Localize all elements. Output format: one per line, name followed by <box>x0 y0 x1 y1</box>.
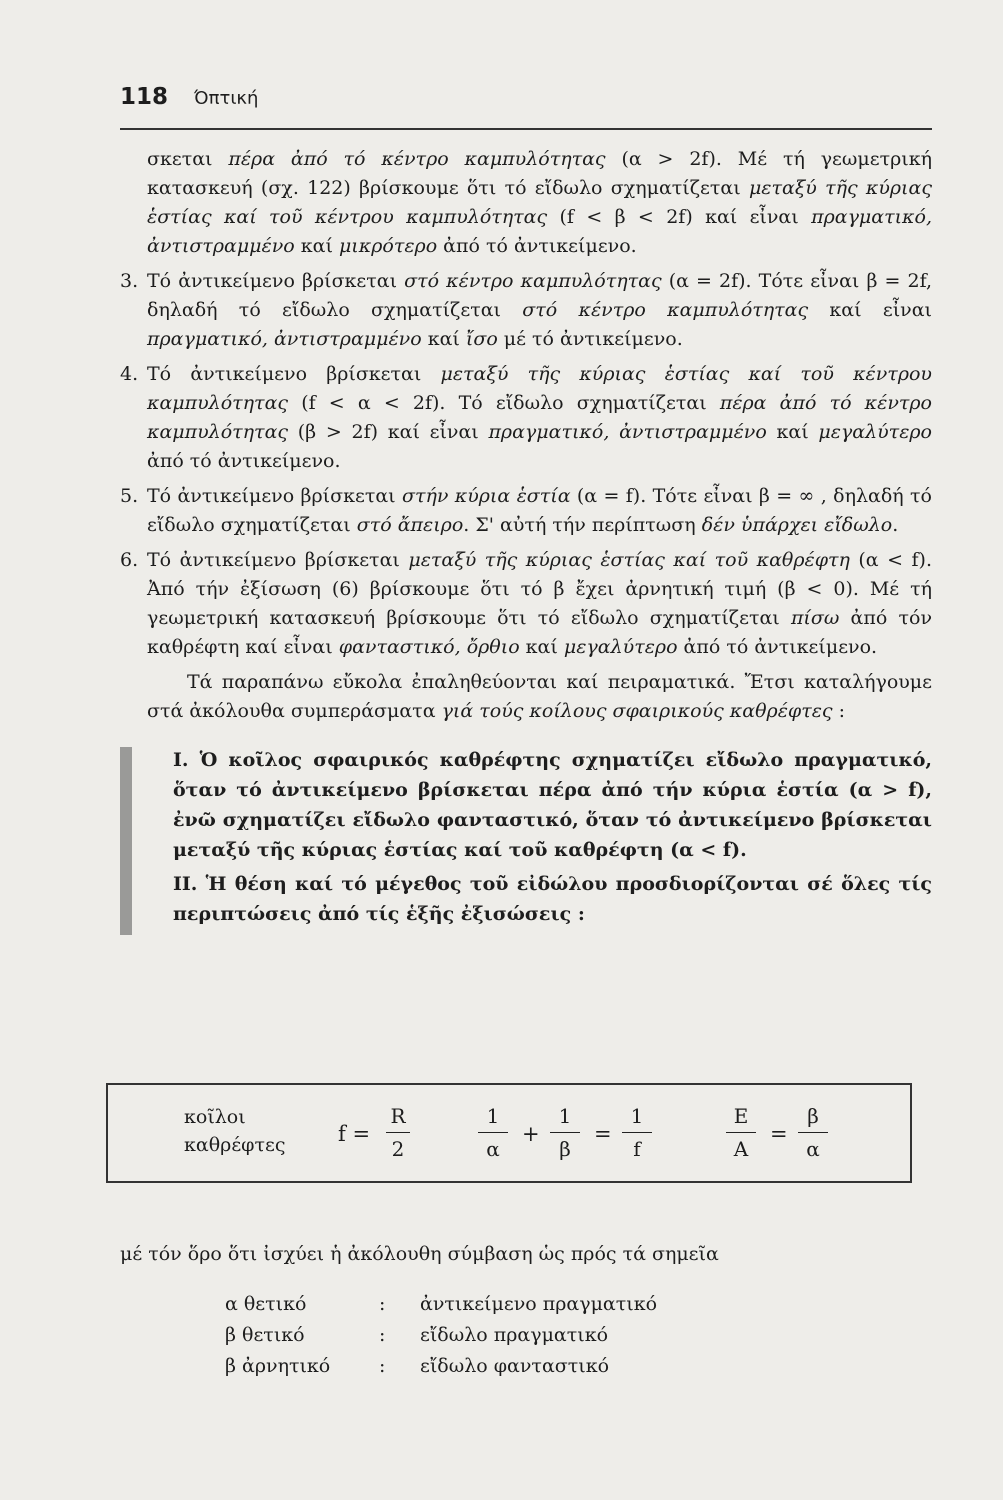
emphasis-text: γιά τούς κοίλους σφαιρικούς καθρέφτες <box>441 700 833 722</box>
running-title: Όπτική <box>194 88 259 109</box>
case-number: 6. <box>120 549 139 571</box>
formula-box <box>106 1083 912 1183</box>
conclusion-number: ΙΙ. <box>173 873 206 895</box>
case-number: 3. <box>120 270 139 292</box>
equation-fraction <box>798 1103 828 1162</box>
body-text: (f < α < 2f). Τό εἴδωλο σχηματίζεται <box>288 392 720 414</box>
conclusion-number: Ι. <box>173 749 200 771</box>
emphasis-text: μικρότερο <box>338 235 438 257</box>
case-item <box>120 482 932 540</box>
case-list <box>120 267 932 662</box>
body-text: καί <box>766 421 819 443</box>
fraction-numerator: 1 <box>630 1104 644 1128</box>
body-text: . <box>892 514 899 536</box>
fraction-numerator: β <box>807 1104 819 1128</box>
emphasis-text: φανταστικό, ὄρθιο <box>338 636 520 658</box>
body-text: (α < f). Ἀπό τήν ἐξίσωση (6) βρίσκουμε ὅτι τό β ἔχει ἀρνητική τιμή (β < 0). Μέ τή γεωμετρική κατασκευή βρίσκουμε ὅτι τό εἴδωλο σχηματίζεται <box>147 549 932 629</box>
emphasis-text: μεταξύ τῆς κύριας ἑστίας καί τοῦ κέντρου καμπυλότητας <box>147 363 932 414</box>
equation-fraction <box>726 1103 756 1162</box>
fraction-denominator: β <box>559 1137 571 1161</box>
emphasis-text: μεταξύ τῆς κύριας ἑστίας καί τοῦ καθρέφτη <box>408 549 850 571</box>
emphasis-text: πίσω <box>790 607 840 629</box>
focal-fraction <box>386 1103 410 1162</box>
emphasis-text: στό ἄπειρο <box>356 514 464 536</box>
intro-paragraph <box>120 145 932 261</box>
formula-label-line1: κοῖλοι <box>184 1106 246 1128</box>
emphasis-text: δέν ὑπάρχει εἴδωλο <box>701 514 893 536</box>
body-text: καί εἶναι <box>808 299 932 321</box>
body-text: ἀπό τό ἀντικείμενο. <box>147 450 341 472</box>
formula-label-line2: καθρέφτες <box>184 1134 286 1156</box>
body-text: : <box>832 700 845 722</box>
conclusions-list <box>173 745 932 929</box>
focal-denominator: 2 <box>391 1137 405 1161</box>
equation-operator: = <box>594 1122 612 1146</box>
emphasis-text: πραγματικό, ἀντιστραμμένο <box>488 421 767 443</box>
convention-meaning: εἴδωλο φανταστικό <box>420 1355 610 1377</box>
summary-paragraph <box>120 668 932 726</box>
convention-symbol: β θετικό <box>225 1324 305 1346</box>
convention-separator: : <box>379 1355 386 1377</box>
highlight-bar <box>120 747 132 935</box>
case-number: 5. <box>120 485 139 507</box>
body-text: καί <box>421 328 466 350</box>
equation-operator: + <box>522 1122 540 1146</box>
body-text: (f < β < 2f) καί εἶναι <box>547 206 812 228</box>
fraction-numerator: Ε <box>733 1104 749 1128</box>
body-text: Τό ἀντικείμενο βρίσκεται <box>147 363 441 385</box>
body-text: (β > 2f) καί εἶναι <box>288 421 489 443</box>
equation-operator: = <box>770 1122 788 1146</box>
emphasis-text: στό κέντρο καμπυλότητας <box>522 299 809 321</box>
emphasis-text: πέρα ἀπό τό κέντρο καμπυλότητας <box>228 148 606 170</box>
case-item <box>120 546 932 662</box>
formula-label <box>184 1103 285 1159</box>
body-text: σκεται <box>147 148 229 170</box>
emphasis-text: πέρα ἀπό τό κέντρο καμπυλότητας <box>147 392 932 443</box>
body-text: Τό ἀντικείμενο βρίσκεται <box>147 485 402 507</box>
body-text: (α > 2f). Μέ τή γεωμετρική κατασκευή (σχ. 122) βρίσκουμε ὅτι τό εἴδωλο σχηματίζεται <box>147 148 932 199</box>
conclusion-item <box>173 745 932 865</box>
fraction-denominator: Α <box>733 1137 749 1161</box>
focal-numerator: R <box>390 1104 406 1128</box>
body-text: Τό ἀντικείμενο βρίσκεται <box>147 549 409 571</box>
body-text: Τό ἀντικείμενο βρίσκεται <box>147 270 405 292</box>
emphasis-text: πραγματικό, ἀντιστραμμένο <box>147 206 932 257</box>
convention-symbol: β ἀρνητικό <box>225 1355 331 1377</box>
convention-meaning: εἴδωλο πραγματικό <box>420 1324 609 1346</box>
emphasis-text: μεταξύ τῆς κύριας ἑστίας καί τοῦ κέντρου καμπυλότητας <box>147 177 932 228</box>
fraction-numerator: 1 <box>558 1104 572 1128</box>
emphasis-text: στό κέντρο καμπυλότητας <box>404 270 662 292</box>
body-text: μέ τό ἀντικείμενο. <box>497 328 683 350</box>
body-text: ἀπό τό ἀντικείμενο. <box>437 235 637 257</box>
body-text: καί <box>519 636 564 658</box>
emphasis-text: μεγαλύτερο <box>818 421 932 443</box>
case-item <box>120 360 932 476</box>
page-number: 118 <box>120 84 169 110</box>
conclusion-text: Ἡ θέση καί τό μέγεθος τοῦ εἰδώλου προσδιορίζονται σέ ὅλες τίς περιπτώσεις ἀπό τίς ἑξῆς ἐξισώσεις : <box>173 873 933 925</box>
convention-meaning: ἀντικείμενο πραγματικό <box>420 1293 658 1315</box>
fraction-denominator: f <box>633 1137 641 1161</box>
conclusions-box <box>120 745 932 929</box>
equation-fraction <box>622 1103 652 1162</box>
equation-fraction <box>478 1103 508 1162</box>
page-header <box>120 84 258 124</box>
header-rule <box>120 128 932 130</box>
page-body <box>120 145 932 933</box>
body-text: ἀπό τό ἀντικείμενο. <box>677 636 878 658</box>
conclusion-text: Ὁ κοῖλος σφαιρικός καθρέφτης σχηματίζει εἴδωλο πραγματικό, ὅταν τό ἀντικείμενο βρίσκεται πέρα ἀπό τήν κύρια ἑστία (α > f), ἐνῶ σχηματίζει εἴδωλο φανταστικό, ὅταν τό ἀντικείμενο βρίσκεται μεταξύ τῆς κύριας ἑστίας καί τοῦ καθρέφτη (α < f). <box>173 749 932 861</box>
convention-note: μέ τόν ὅρο ὅτι ἰσχύει ἡ ἀκόλουθη σύμβαση ὡς πρός τά σημεῖα <box>120 1243 719 1265</box>
emphasis-text: πραγματικό, ἀντιστραμμένο <box>147 328 422 350</box>
body-text: καί <box>294 235 339 257</box>
case-item <box>120 267 932 354</box>
emphasis-text: ἴσο <box>465 328 498 350</box>
fraction-denominator: α <box>486 1137 500 1161</box>
body-text: (α = f). Τότε εἶναι β = ∞ , δηλαδή τό εἴδωλο σχηματίζεται <box>147 485 932 536</box>
convention-symbol: α θετικό <box>225 1293 307 1315</box>
fraction-denominator: α <box>806 1137 820 1161</box>
fraction-numerator: 1 <box>486 1104 500 1128</box>
convention-separator: : <box>379 1293 386 1315</box>
body-text: (α = 2f). Τότε εἶναι β = 2f, δηλαδή τό εἴδωλο σχηματίζεται <box>147 270 933 321</box>
case-number: 4. <box>120 363 139 385</box>
body-text: Τά παραπάνω εὔκολα ἐπαληθεύονται καί πειραματικά. Ἔτσι καταλήγουμε στά ἀκόλουθα συμπεράσματα <box>147 671 932 722</box>
body-text: . Σ' αὐτή τήν περίπτωση <box>463 514 702 536</box>
emphasis-text: στήν κύρια ἑστία <box>401 485 571 507</box>
conclusion-item <box>173 869 932 929</box>
equation-fraction <box>550 1103 580 1162</box>
emphasis-text: μεγαλύτερο <box>563 636 678 658</box>
focal-eq-lhs: f = <box>338 1122 371 1146</box>
body-text: ἀπό τόν καθρέφτη καί εἶναι <box>147 607 932 658</box>
convention-separator: : <box>379 1324 386 1346</box>
